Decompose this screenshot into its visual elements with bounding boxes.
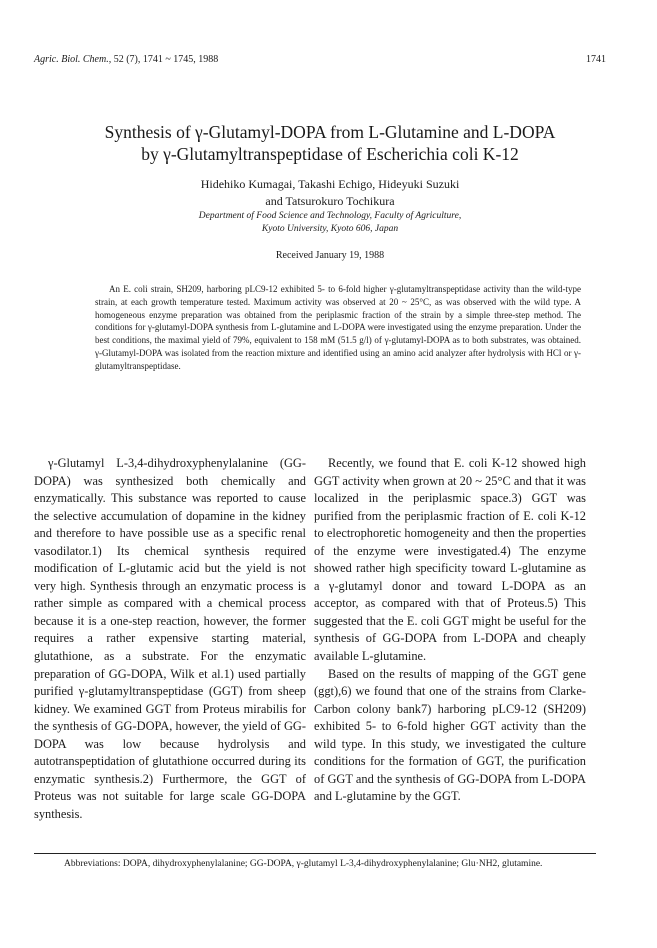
received-date: Received January 19, 1988 [275, 250, 385, 261]
footnote-abbreviations: Abbreviations: DOPA, dihydroxyphenylalanine; GG-DOPA, γ-glutamyl L-3,4-dihydroxyphenylalanine; Glu·NH2, glutamine. [64, 859, 543, 869]
body-column-left [34, 455, 306, 823]
affiliation-line-2: Kyoto University, Kyoto 606, Japan [261, 224, 399, 234]
journal-citation: Agric. Biol. Chem., 52 (7), 1741 ~ 1745, 1988 [34, 54, 219, 65]
title-line-1: Synthesis of γ-Glutamyl-DOPA from L-Glutamine and L-DOPA [104, 122, 556, 142]
body-column-right [314, 455, 586, 806]
abstract [95, 283, 581, 373]
intro-paragraph-1: γ-Glutamyl L-3,4-dihydroxyphenylalanine (GG-DOPA) was synthesized both chemically and enzymatically. This substance was reported to cause the selective accumulation of dopamine in the kidney and therefore to have possible use as a specific renal vasodilator.1) Its chemical synthesis required modification of L-glutamic acid but the yield is not very high. Synthesis through an enzymatic process is rather simple as compared with a chemical process because it is a one-step reaction, however, the former requires a rather expensive starting material, glutathione, as a substrate. For the enzymatic preparation of GG-DOPA, Wilk et al.1) used partially purified γ-glutamyltranspeptidase (GGT) from sheep kidney. We examined GGT from Proteus mirabilis for the synthesis of GG-DOPA, however, the yield of GG-DOPA was low because hydrolysis and autotranspeptidation of glutathione occurred during its enzymatic synthesis.2) Furthermore, the GGT of Proteus was not suitable for large scale GG-DOPA synthesis. [34, 456, 306, 821]
affiliation-line-1: Department of Food Science and Technology, Faculty of Agriculture, [198, 211, 462, 221]
paper-title [40, 121, 620, 165]
footnote-divider [34, 853, 596, 854]
page-number: 1741 [586, 54, 606, 65]
authors-line-2: and Tatsurokuro Tochikura [265, 194, 395, 208]
intro-paragraph-2: Recently, we found that E. coli K-12 showed high GGT activity when grown at 20 ~ 25°C and that it was localized in the periplasmic space.3) GGT was purified from the periplasmic fraction of E. coli K-12 to electrophoretic homogeneity and then the properties of the enzyme were investigated.4) The enzyme showed rather high specificity toward L-glutamine as a γ-glutamyl donor and toward L-DOPA as an acceptor, as compared with that of Proteus.5) This suggested that the E. coli GGT might be useful for the synthesis of GG-DOPA from L-DOPA and cheaply available L-glutamine. [314, 456, 586, 664]
author-list [40, 176, 620, 210]
title-line-2: by γ-Glutamyltranspeptidase of Escherichia coli K-12 [141, 144, 519, 164]
intro-paragraph-3: Based on the results of mapping of the GGT gene (ggt),6) we found that one of the strains from Clarke-Carbon colony bank7) harboring pLC9-12 (SH209) exhibited 5- to 6-fold higher GGT activity than the wild type. In this study, we investigated the culture conditions for the formation of GGT, the purification of GGT and the synthesis of GG-DOPA from L-DOPA and L-glutamine by the GGT. [314, 666, 586, 804]
authors-line-1: Hidehiko Kumagai, Takashi Echigo, Hideyuki Suzuki [200, 177, 460, 191]
affiliation [40, 210, 620, 236]
abstract-text: An E. coli strain, SH209, harboring pLC9-12 exhibited 5- to 6-fold higher γ-glutamyltranspeptidase activity than the wild-type strain, at each growth temperature tested. Maximum activity was observed at 20 ~ 25°C, as was observed with the wild type. A homogeneous enzyme preparation was obtained from the periplasmic fraction of the strain by a simple three-step method. The conditions for γ-glutamyl-DOPA synthesis from L-glutamine and L-DOPA were investigated using the enzyme preparation. Under the best conditions, the maximal yield of 79%, equivalent to 158 mM (51.5 g/l) of γ-glutamyl-DOPA as to both substrates, was obtained. γ-Glutamyl-DOPA was isolated from the reaction mixture and identified using an amino acid analyzer after hydrolysis with HCl or γ-glutamyltranspeptidase. [95, 284, 581, 371]
